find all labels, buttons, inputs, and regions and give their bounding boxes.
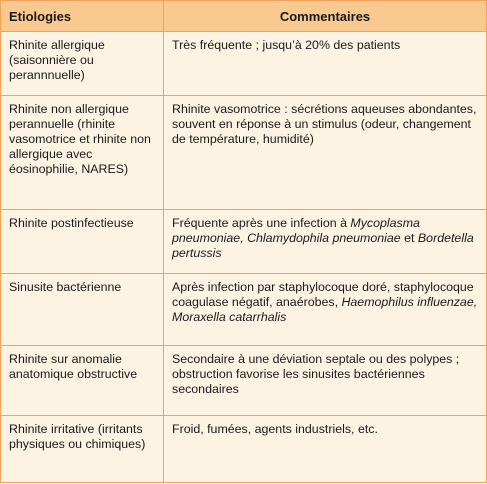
header-row — [1, 1, 487, 32]
comment-cell — [164, 274, 487, 346]
table-row — [1, 416, 487, 483]
etiology-cell: Rhinite non allergique perannuelle (rhinite vasomotrice et rhinite non allergique avec éosinophilie, NARES) — [1, 96, 164, 210]
etiology-cell: Rhinite irritative (irritants physiques ou chimiques) — [1, 416, 164, 483]
etiology-cell: Rhinite allergique (saisonnière ou perannnuelle) — [1, 32, 164, 96]
table-row — [1, 32, 487, 96]
comment-text: et — [400, 230, 418, 245]
italic-term: Bordetella pertussis — [172, 230, 474, 260]
comment-text: Rhinite vasomotrice : sécrétions aqueuses abondantes, souvent en réponse à un stimulus (odeur, changement de température, humidité) — [172, 102, 477, 147]
italic-term: Mycoplasma pneumoniae, Chlamydophila pneumoniae — [172, 215, 420, 245]
comment-cell — [164, 32, 487, 96]
table-body — [1, 32, 487, 483]
comment-text: Secondaire à une déviation septale ou des polypes ; obstruction favorise les sinusites bactériennes secondaires — [172, 352, 460, 397]
header-commentaires: Commentaires — [164, 1, 487, 32]
comment-text: Fréquente après une infection à — [172, 215, 351, 230]
comment-cell — [164, 346, 487, 416]
comment-cell — [164, 209, 487, 273]
italic-term: Haemophilus influenzae, Moraxella catarrhalis — [172, 295, 478, 325]
header-etiologies: Etiologies — [1, 1, 164, 32]
etiology-cell: Rhinite postinfectieuse — [1, 209, 164, 273]
table-row — [1, 346, 487, 416]
table-row — [1, 274, 487, 346]
comment-cell — [164, 96, 487, 210]
table-row — [1, 209, 487, 273]
comment-cell — [164, 416, 487, 483]
comment-text: Après infection par staphylocoque doré, staphylocoque coagulase négatif, anaérobes, — [172, 280, 474, 310]
comment-text: Froid, fumées, agents industriels, etc. — [172, 422, 378, 437]
table-row — [1, 96, 487, 210]
etiology-cell: Sinusite bactérienne — [1, 274, 164, 346]
etiology-cell: Rhinite sur anomalie anatomique obstructive — [1, 346, 164, 416]
comment-text: Très fréquente ; jusqu’à 20% des patients — [172, 38, 401, 52]
